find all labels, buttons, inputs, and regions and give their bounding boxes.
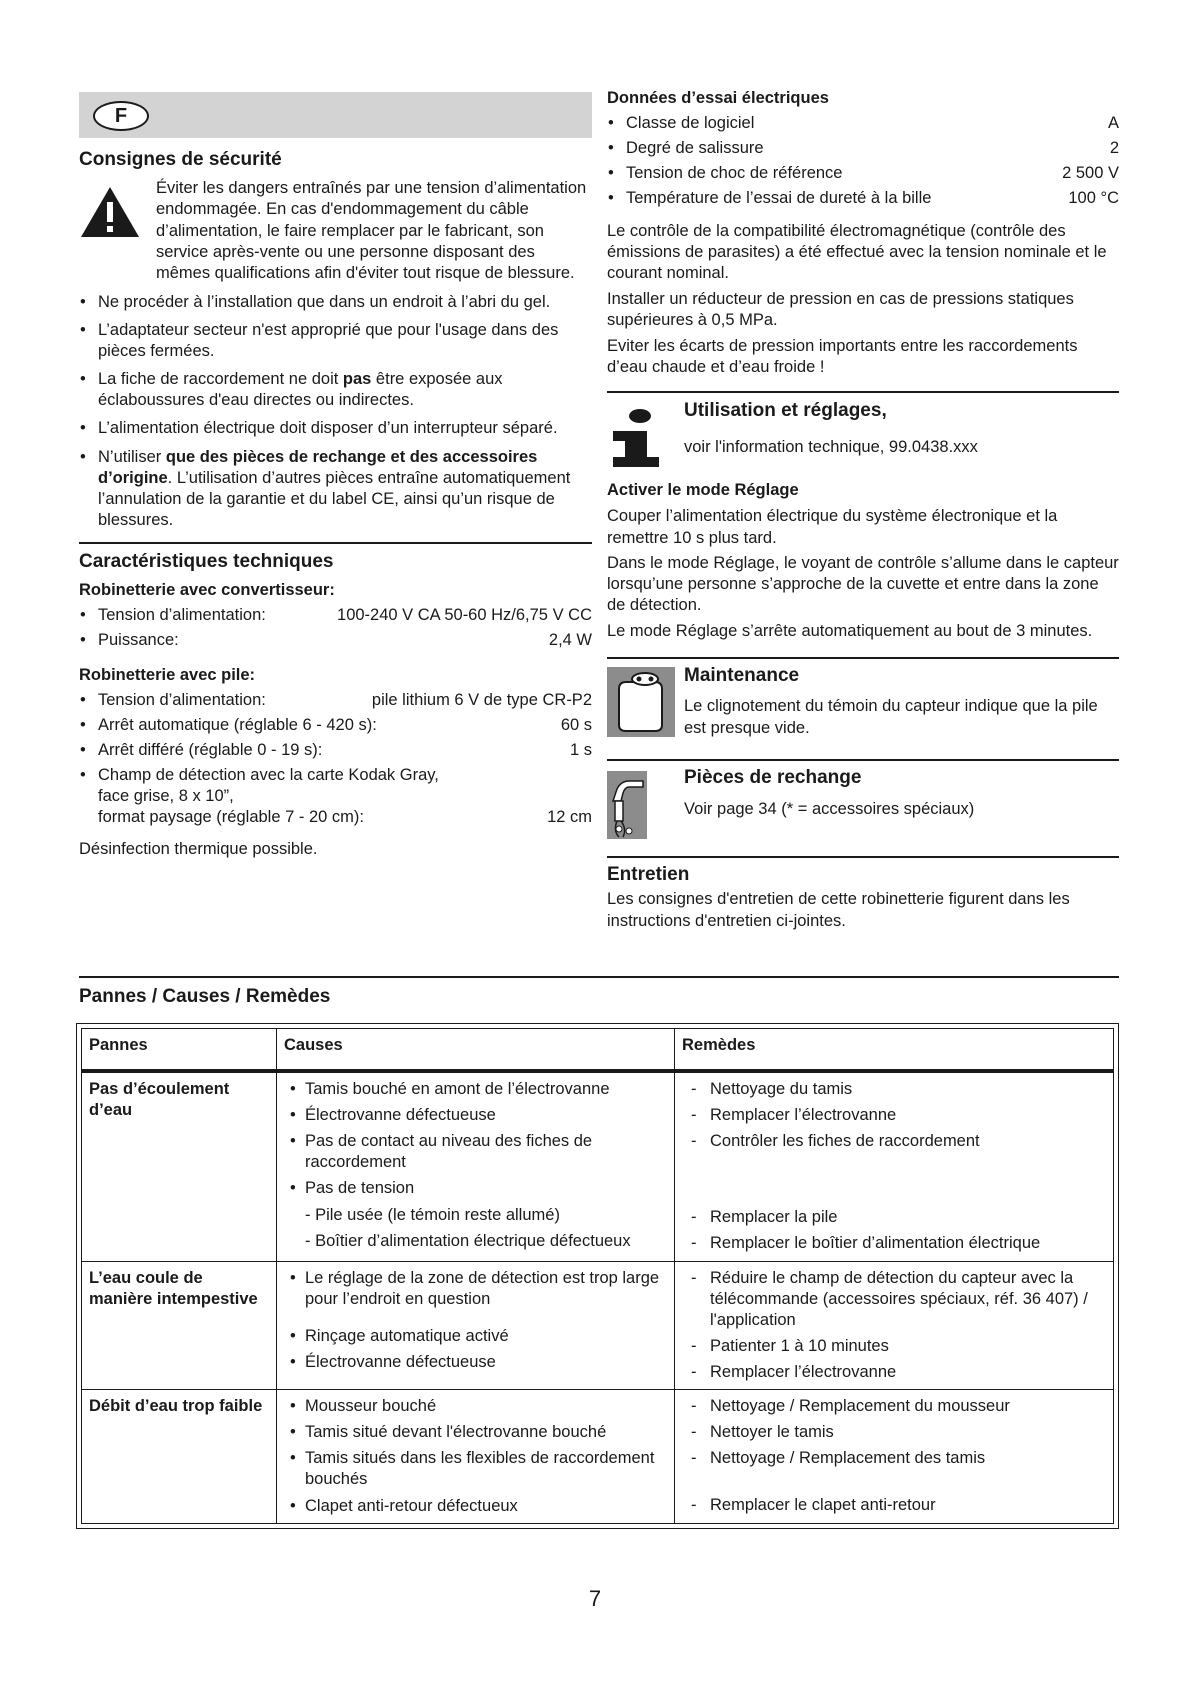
list-item: - Réduire le champ de détection du capteur avec la télécommande (accessoires spéciaux, réf. 36 407) / l'application bbox=[682, 1268, 1107, 1331]
reglage-paragraph: Couper l’alimentation électrique du système électronique et la remettre 10 s plus tard. bbox=[607, 507, 1058, 547]
list-item: • Clapet anti-retour défectueux bbox=[284, 1496, 668, 1517]
battery-subtitle: Robinetterie avec pile: bbox=[79, 665, 256, 684]
usage-section bbox=[607, 393, 1119, 469]
list-item: • Arrêt différé (réglable 0 - 19 s): 1 s bbox=[79, 740, 592, 761]
list-item: - Patienter 1 à 10 minutes bbox=[682, 1336, 1107, 1357]
list-item: • Électrovanne défectueuse bbox=[284, 1105, 668, 1126]
elec-test-list bbox=[607, 113, 1119, 209]
column-header: Pannes bbox=[82, 1029, 277, 1072]
entretien-title: Entretien bbox=[607, 864, 690, 886]
usage-title: Utilisation et réglages, bbox=[684, 400, 887, 422]
list-item: - Pile usée (le témoin reste allumé) bbox=[305, 1205, 560, 1224]
table-row bbox=[82, 1071, 1114, 1261]
list-item: • Tamis bouché en amont de l’électrovanne bbox=[284, 1079, 668, 1100]
list-item: • Mousseur bouché bbox=[284, 1396, 668, 1417]
list-item: • Le réglage de la zone de détection est trop large pour l’endroit en question bbox=[284, 1268, 668, 1310]
remedies-cell bbox=[675, 1261, 1114, 1390]
converter-specs bbox=[79, 605, 592, 651]
remedies-cell bbox=[675, 1071, 1114, 1261]
list-item: • Tamis situé devant l'électrovanne bouché bbox=[284, 1422, 668, 1443]
converter-subtitle: Robinetterie avec convertisseur: bbox=[79, 581, 335, 600]
list-item: • L’adaptateur secteur n'est approprié que pour l'usage dans des pièces fermées. bbox=[79, 320, 592, 362]
list-item: • Arrêt automatique (réglable 6 - 420 s): 60 s bbox=[79, 715, 592, 736]
list-item: • La fiche de raccordement ne doit pas être exposée aux éclaboussures d'eau directes ou indirectes. bbox=[79, 369, 592, 411]
fault-cell: Débit d’eau trop faible bbox=[82, 1390, 277, 1524]
list-item: - Nettoyage / Remplacement des tamis bbox=[682, 1448, 1107, 1469]
spares-title: Pièces de rechange bbox=[684, 767, 862, 789]
list-item: • Degré de salissure 2 bbox=[607, 138, 1119, 159]
list-item: • Ne procéder à l’installation que dans un endroit à l’abri du gel. bbox=[79, 292, 592, 313]
language-badge: F bbox=[93, 101, 149, 131]
entretien-text: Les consignes d'entretien de cette robinetterie figurent dans les instructions d'entretien ci-jointes. bbox=[607, 890, 1070, 930]
maintenance-section bbox=[607, 659, 1119, 744]
faucet-icon bbox=[607, 771, 647, 839]
fault-cell: L’eau coule de manière intempestive bbox=[82, 1261, 277, 1390]
list-item: - Remplacer l’électrovanne bbox=[682, 1362, 1107, 1383]
list-item: - Contrôler les fiches de raccordement bbox=[682, 1131, 1107, 1152]
list-item: • Rinçage automatique activé bbox=[284, 1326, 668, 1347]
list-item: • N’utiliser que des pièces de rechange et des accessoires d’origine. L’utilisation d’autres pièces entraîne automatiquement l’annulation de la garantie et du label CE, ainsi qu’un risque de blessures. bbox=[79, 447, 592, 531]
list-item: - Boîtier d’alimentation électrique défectueux bbox=[305, 1231, 631, 1250]
list-item: - Nettoyage / Remplacement du mousseur bbox=[682, 1396, 1107, 1417]
list-item: - Remplacer le boîtier d’alimentation électrique bbox=[682, 1233, 1107, 1254]
list-item: - Remplacer l’électrovanne bbox=[682, 1105, 1107, 1126]
spares-section bbox=[607, 761, 1119, 846]
list-item: • Température de l’essai de dureté à la bille 100 °C bbox=[607, 188, 1119, 209]
pressure-paragraph: Installer un réducteur de pression en cas de pressions statiques supérieures à 0,5 MPa. bbox=[607, 289, 1074, 329]
column-header: Remèdes bbox=[675, 1029, 1114, 1072]
page-number: 7 bbox=[588, 1586, 602, 1611]
disinfection-note: Désinfection thermique possible. bbox=[79, 840, 318, 859]
table-row bbox=[82, 1261, 1114, 1390]
list-item: - Remplacer la pile bbox=[682, 1207, 1107, 1228]
safety-warning bbox=[79, 178, 592, 284]
warning-text: Éviter les dangers entraînés par une tension d’alimentation endommagée. En cas d'endommagement du câble d’alimentation, le faire remplacer par le fabricant, son service après-vente ou une personne disposant des mêmes qualifications afin d'éviter tout risque de blessure. bbox=[156, 179, 587, 282]
list-item: • Tension d’alimentation: 100-240 V CA 50-60 Hz/6,75 V CC bbox=[79, 605, 592, 626]
list-item: • Classe de logiciel A bbox=[607, 113, 1119, 134]
spares-text: Voir page 34 (* = accessoires spéciaux) bbox=[684, 800, 975, 819]
causes-cell bbox=[277, 1390, 675, 1524]
list-item: • Tamis situés dans les flexibles de raccordement bouchés bbox=[284, 1448, 668, 1490]
left-column bbox=[79, 92, 592, 860]
divider bbox=[79, 976, 1119, 978]
list-item: • Champ de détection avec la carte Kodak Gray, face grise, 8 x 10”, format paysage (réglable 7 - 20 cm): 12 cm bbox=[79, 765, 592, 828]
table-row bbox=[82, 1390, 1114, 1524]
reglage-paragraph: Dans le mode Réglage, le voyant de contrôle s’allume dans le capteur lorsqu’une personne s’approche de la cuvette et entre dans la zone de détection. bbox=[607, 553, 1119, 614]
list-item: • Pas de contact au niveau des fiches de raccordement bbox=[284, 1131, 668, 1173]
list-item: - Nettoyage du tamis bbox=[682, 1079, 1107, 1100]
usage-text: voir l'information technique, 99.0438.xxx bbox=[684, 437, 978, 456]
reglage-paragraph: Le mode Réglage s’arrête automatiquement au bout de 3 minutes. bbox=[607, 621, 1093, 640]
causes-cell bbox=[277, 1071, 675, 1261]
battery-icon bbox=[607, 667, 675, 737]
emc-paragraph: Le contrôle de la compatibilité électromagnétique (contrôle des émissions de parasites) a été effectué avec la tension nominale et le courant nominal. bbox=[607, 221, 1107, 282]
remedies-cell bbox=[675, 1390, 1114, 1524]
maintenance-text: Le clignotement du témoin du capteur indique que la pile est presque vide. bbox=[684, 697, 1098, 737]
fault-cell: Pas d’écoulement d’eau bbox=[82, 1071, 277, 1261]
warning-triangle-icon bbox=[79, 185, 141, 239]
list-item: • Tension d’alimentation: pile lithium 6 V de type CR-P2 bbox=[79, 690, 592, 711]
right-column bbox=[607, 88, 1119, 932]
language-bar bbox=[79, 92, 592, 138]
divider bbox=[79, 542, 592, 544]
safety-title: Consignes de sécurité bbox=[79, 149, 282, 170]
elec-test-title: Données d’essai électriques bbox=[607, 89, 829, 107]
list-item: • Tension de choc de référence 2 500 V bbox=[607, 163, 1119, 184]
maintenance-title: Maintenance bbox=[684, 665, 800, 687]
reglage-title: Activer le mode Réglage bbox=[607, 481, 799, 500]
divider bbox=[607, 856, 1119, 858]
list-item: • Pas de tension bbox=[284, 1178, 668, 1199]
safety-list bbox=[79, 292, 592, 531]
list-item: • L’alimentation électrique doit disposer d’un interrupteur séparé. bbox=[79, 418, 592, 439]
list-item: • Puissance: 2,4 W bbox=[79, 630, 592, 651]
battery-specs bbox=[79, 690, 592, 829]
table-header-row bbox=[82, 1029, 1114, 1072]
list-item: • Électrovanne défectueuse bbox=[284, 1352, 668, 1373]
info-icon bbox=[607, 409, 663, 467]
pressure-warning: Eviter les écarts de pression importants entre les raccordements d’eau chaude et d’eau froide ! bbox=[607, 337, 1078, 377]
column-header: Causes bbox=[277, 1029, 675, 1072]
list-item: - Remplacer le clapet anti-retour bbox=[682, 1495, 1107, 1516]
list-item: - Nettoyer le tamis bbox=[682, 1422, 1107, 1443]
troubleshooting-title: Pannes / Causes / Remèdes bbox=[79, 986, 331, 1007]
causes-cell bbox=[277, 1261, 675, 1390]
tech-title: Caractéristiques techniques bbox=[79, 550, 334, 572]
troubleshooting-table bbox=[76, 1023, 1119, 1529]
